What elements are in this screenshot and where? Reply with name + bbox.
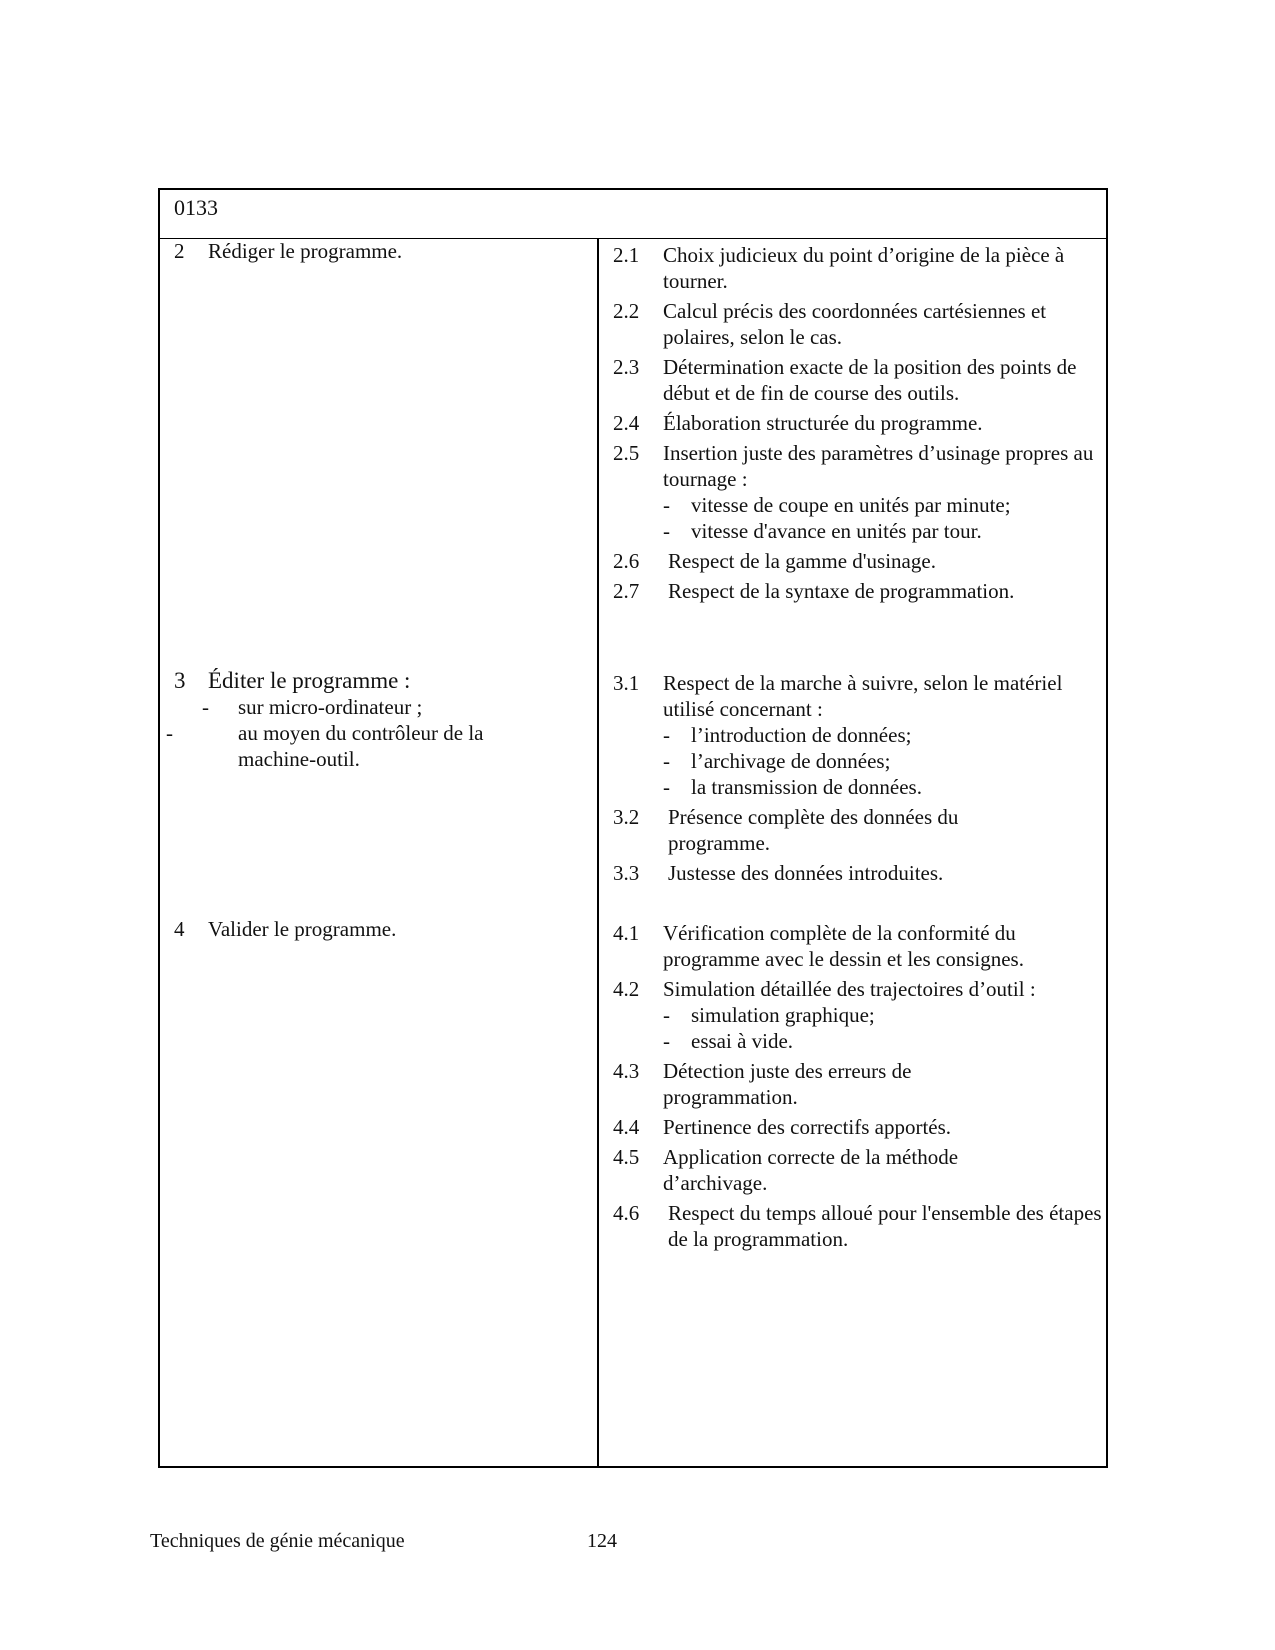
bullet-dash: -	[663, 775, 670, 799]
bullet-text: essai à vide.	[691, 1029, 794, 1053]
criterion-number: 4.5	[613, 1145, 640, 1169]
competency-title: Éditer le programme :	[208, 668, 411, 693]
subitem-text: sur micro-ordinateur ;	[238, 695, 423, 719]
criteria-list-3	[613, 670, 1103, 890]
footer-program-name: Techniques de génie mécanique	[150, 1530, 405, 1552]
bullet-text: vitesse d'avance en unités par tour.	[691, 519, 982, 543]
bullet-dash: -	[663, 519, 670, 543]
criterion	[613, 1200, 1103, 1252]
bullet-text: vitesse de coupe en unités par minute;	[691, 493, 1011, 517]
criterion	[613, 440, 1103, 544]
criterion-number: 2.1	[613, 243, 640, 267]
criterion	[613, 670, 1103, 800]
criterion-bullet	[663, 492, 1103, 518]
competency-subitem	[166, 720, 548, 772]
criterion-bullet	[663, 774, 1103, 800]
criterion-text: Simulation détaillée des trajectoires d’outil :	[663, 977, 1036, 1001]
subitem-text: au moyen du contrôleur de la machine-outil.	[238, 721, 484, 771]
criterion-number: 4.2	[613, 977, 640, 1001]
bullet-text: la transmission de données.	[691, 775, 922, 799]
criteria-list-4	[613, 920, 1103, 1256]
bullet-dash: -	[166, 721, 173, 745]
competency-number: 2	[174, 239, 185, 263]
bullet-dash: -	[663, 723, 670, 747]
criterion	[613, 1144, 1103, 1196]
criterion	[613, 298, 1103, 350]
criterion	[613, 354, 1103, 406]
criterion-number: 3.2	[613, 805, 640, 829]
criterion-text: Choix judicieux du point d’origine de la pièce à tourner.	[663, 243, 1065, 293]
competency-number: 3	[174, 668, 186, 693]
competency-3	[166, 668, 548, 772]
criterion	[613, 1058, 1103, 1110]
criterion-text: Respect de la gamme d'usinage.	[668, 549, 936, 573]
criterion-text: Élaboration structurée du programme.	[663, 411, 983, 435]
criterion-bullet	[663, 748, 1103, 774]
competency-code: 0133	[174, 195, 218, 220]
competency-subitem	[174, 694, 548, 720]
criterion-text: Justesse des données introduites.	[668, 861, 944, 885]
criterion	[613, 548, 1103, 574]
criterion-bullet	[663, 518, 1103, 544]
criterion-number: 4.6	[613, 1201, 640, 1225]
criterion	[613, 1114, 1103, 1140]
criterion-bullet	[663, 722, 1103, 748]
criterion-number: 4.3	[613, 1059, 640, 1083]
criterion	[613, 578, 1103, 604]
criterion-text: Respect de la syntaxe de programmation.	[668, 579, 1015, 603]
criterion-bullet	[663, 1002, 1103, 1028]
competency-2	[174, 238, 402, 264]
criterion-number: 2.6	[613, 549, 640, 573]
criterion-number: 4.4	[613, 1115, 640, 1139]
bullet-text: simulation graphique;	[691, 1003, 875, 1027]
competency-4	[174, 916, 396, 942]
column-divider	[597, 238, 599, 1466]
competency-title: Rédiger le programme.	[208, 239, 403, 263]
criterion-text: Détection juste des erreurs de programmation.	[663, 1059, 912, 1109]
criterion-bullet	[663, 1028, 1103, 1054]
criterion	[613, 242, 1103, 294]
bullet-dash: -	[202, 695, 209, 719]
criterion-number: 2.2	[613, 299, 640, 323]
bullet-text: l’introduction de données;	[691, 723, 912, 747]
criterion-number: 3.3	[613, 861, 640, 885]
bullet-dash: -	[663, 1003, 670, 1027]
bullet-dash: -	[663, 749, 670, 773]
criterion-number: 2.7	[613, 579, 640, 603]
criteria-list-2	[613, 242, 1103, 608]
page-number: 124	[587, 1530, 617, 1552]
criterion	[613, 804, 1103, 856]
criterion	[613, 860, 1103, 886]
competency-title: Valider le programme.	[208, 917, 397, 941]
criterion-number: 3.1	[613, 671, 640, 695]
criterion-text: Application correcte de la méthode d’archivage.	[663, 1145, 959, 1195]
criterion-text: Insertion juste des paramètres d’usinage propres au tournage :	[663, 441, 1094, 491]
bullet-dash: -	[663, 493, 670, 517]
criterion-text: Pertinence des correctifs apportés.	[663, 1115, 952, 1139]
criterion-text: Respect de la marche à suivre, selon le matériel utilisé concernant :	[663, 671, 1063, 721]
competency-table	[158, 188, 1108, 1468]
criterion-number: 2.5	[613, 441, 640, 465]
bullet-text: l’archivage de données;	[691, 749, 891, 773]
criterion-text: Respect du temps alloué pour l'ensemble des étapes de la programmation.	[668, 1201, 1102, 1251]
criterion	[613, 976, 1103, 1054]
criterion	[613, 410, 1103, 436]
competency-number: 4	[174, 917, 185, 941]
bullet-dash: -	[663, 1029, 670, 1053]
criterion-text: Vérification complète de la conformité du programme avec le dessin et les consignes.	[663, 921, 1024, 971]
criterion-number: 2.3	[613, 355, 640, 379]
criterion-text: Présence complète des données du programme.	[668, 805, 959, 855]
criterion-number: 2.4	[613, 411, 640, 435]
criterion	[613, 920, 1103, 972]
table-header	[160, 190, 1106, 239]
criterion-text: Détermination exacte de la position des points de début et de fin de course des outils.	[663, 355, 1077, 405]
criterion-number: 4.1	[613, 921, 640, 945]
criterion-text: Calcul précis des coordonnées cartésiennes et polaires, selon le cas.	[663, 299, 1047, 349]
